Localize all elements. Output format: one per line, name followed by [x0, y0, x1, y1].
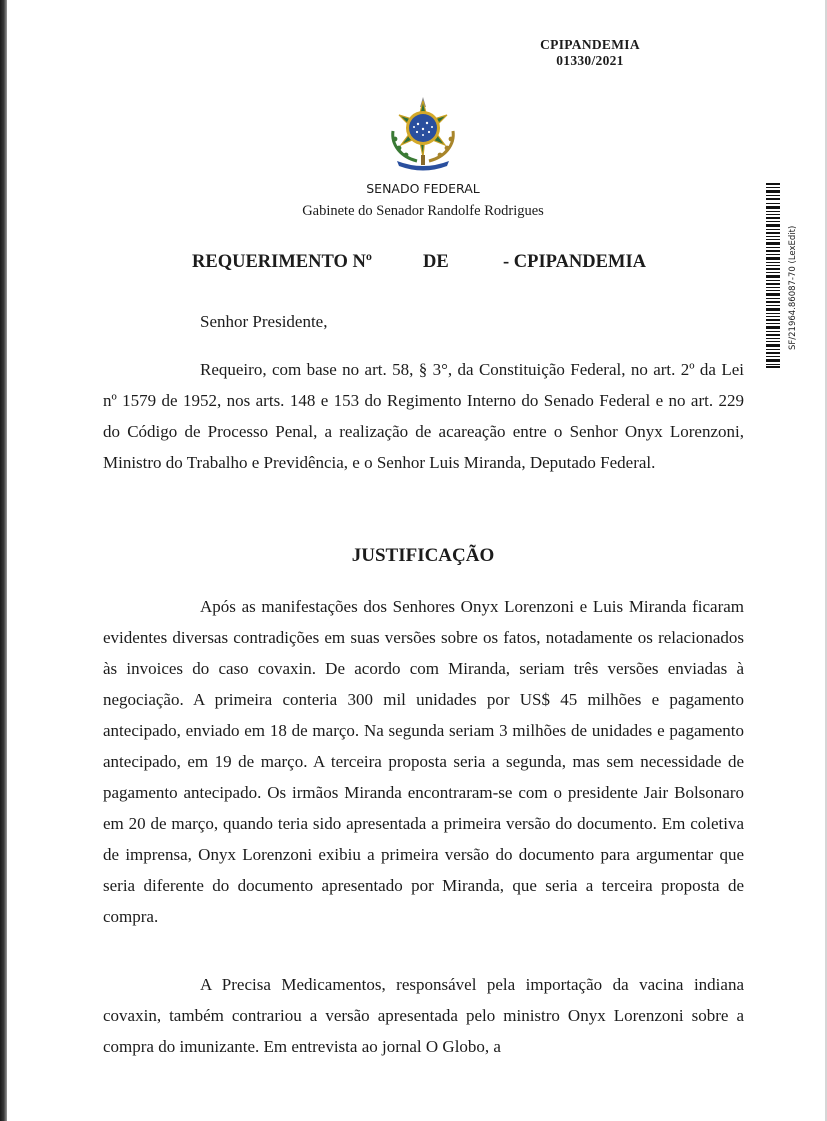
barcode-icon [766, 183, 780, 368]
title-date-label: DE [423, 252, 449, 272]
document-code-number: 01330/2021 [556, 53, 624, 68]
scan-left-edge [0, 0, 7, 1121]
justification-paragraph-1: Após as manifestações dos Senhores Onyx Lorenzoni e Luis Miranda ficaram evidentes diversas contradições em suas versões sobre os fatos, notadamente os relacionados às invoices do caso covaxin. De acordo com Miranda, seriam três versões enviadas à negociação. A primeira conteria 300 mil unidades por US$ 45 milhões e pagamento antecipado, enviado em 18 de março. Na segunda seriam 3 milhões de unidades e pagamento antecipado, em 19 de março. A terceira proposta seria a segunda, mas sem necessidade de pagamento antecipado. Os irmãos Miranda encontraram-se com o presidente Jair Bolsonaro em 20 de março, quando teria sido apresentada a primeira versão do documento. Em coletiva de imprensa, Onyx Lorenzoni exibiu a primeira versão do documento para argumentar que seria diferente do documento apresentado por Miranda, que seria a terceira proposta de compra. [103, 597, 744, 926]
office-name: Gabinete do Senador Randolfe Rodrigues [302, 203, 544, 219]
title-committee: - CPIPANDEMIA [503, 252, 647, 272]
title-request-number: REQUERIMENTO Nº [192, 252, 372, 272]
brazil-coat-of-arms-icon [383, 95, 463, 171]
request-paragraph: Requeiro, com base no art. 58, § 3°, da Constituição Federal, no art. 2º da Lei nº 1579 de 1952, nos arts. 148 e 153 do Regimento Interno do Senado Federal e no art. 229 do Código de Processo Penal, a realização de acareação entre o Senhor Onyx Lorenzoni, Ministro do Trabalho e Previdência, e o Senhor Luis Miranda, Deputado Federal. [103, 360, 744, 472]
justification-heading: JUSTIFICAÇÃO [351, 545, 495, 566]
barcode-code: SF/21964.86087-70 (LexEdit) [788, 225, 798, 350]
document-code [520, 37, 660, 69]
senate-name: SENADO FEDERAL [366, 181, 480, 196]
salutation: Senhor Presidente, [200, 312, 328, 331]
document-code-committee: CPIPANDEMIA [540, 37, 640, 52]
justification-paragraph-2: A Precisa Medicamentos, responsável pela importação da vacina indiana covaxin, também contrariou a versão apresentada pelo ministro Onyx Lorenzoni sobre a compra do imunizante. Em entrevista ao jornal O Globo, a [103, 975, 744, 1056]
